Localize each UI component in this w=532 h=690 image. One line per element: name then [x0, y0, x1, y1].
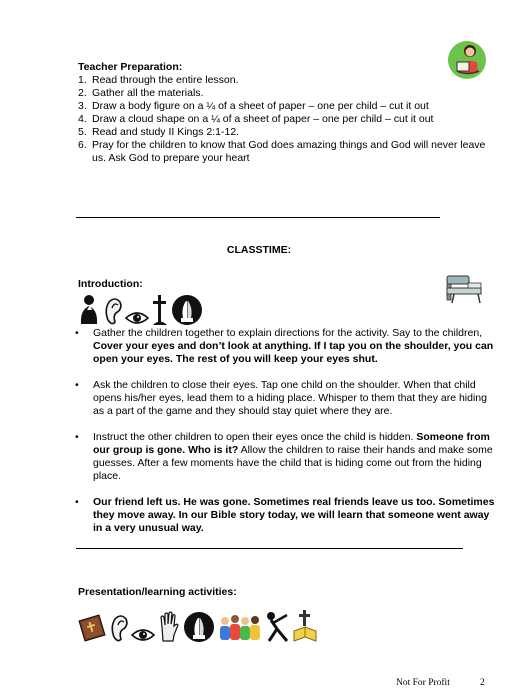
list-item: 4. Draw a cloud shape on a ¼ of a sheet of paper – one per child – cut it out [78, 113, 434, 125]
list-item: • Our friend left us. He was gone. Sometimes real friends leave us too. Sometimes they move away. In our Bible story today, we will learn that someone went away in a very unusual way. [75, 496, 495, 534]
bible-icon [77, 613, 107, 643]
introduction-heading: Introduction: [78, 278, 143, 290]
praying-person-icon [77, 294, 101, 326]
list-item: 2. Gather all the materials. [78, 87, 204, 99]
presentation-icon-row [77, 603, 319, 643]
list-item: 1. Read through the entire lesson. [78, 74, 239, 86]
footer-text: Not For Profit [396, 678, 450, 688]
divider [76, 548, 463, 549]
presentation-heading: Presentation/learning activities: [78, 586, 237, 598]
bible-cross-icon [293, 609, 317, 643]
cross-icon [151, 294, 169, 326]
list-item: • Ask the children to close their eyes. Tap one child on the shoulder. When that child opens his/her eyes, lead them to a hiding place. Whisper to them that they are hiding as a part of the game and they should stay quiet where they are. [75, 379, 487, 417]
eye-icon [125, 310, 149, 326]
classroom-chair-icon [444, 274, 486, 304]
children-group-icon [217, 613, 261, 643]
introduction-icon-row [77, 292, 205, 326]
list-item: 5. Read and study II Kings 2:1-12. [78, 126, 240, 138]
divider [76, 217, 440, 218]
list-item: 3. Draw a body figure on a ¼ of a sheet of paper – one per child – cut it out [78, 100, 429, 112]
ear-icon [103, 296, 123, 326]
ear-icon [109, 613, 129, 643]
eye-icon [131, 627, 155, 643]
classtime-title: CLASSTIME: [226, 244, 292, 256]
praying-hands-icon [183, 611, 215, 643]
list-item: 6. Pray for the children to know that God does amazing things and God will never leave us. Ask God to prepare your heart [78, 139, 486, 164]
teacher-prep-list [78, 74, 498, 165]
list-item: • Gather the children together to explain directions for the activity. Say to the children, Cover your eyes and don’t look at anything. If I tap you on the shoulder, you can open your eyes. The rest of you will keep your eyes shut. [75, 327, 494, 365]
praying-hands-icon [171, 294, 203, 326]
page-number: 2 [480, 678, 485, 688]
introduction-bullet-list [75, 327, 495, 548]
hand-icon [157, 611, 181, 643]
teacher-prep-heading: Teacher Preparation: [78, 61, 183, 73]
stretching-person-icon [263, 611, 291, 643]
list-item: • Instruct the other children to open their eyes once the child is hidden. Someone from our group is gone. Who is it? Allow the children to raise their hands and make some guesses. After a few moments have the child that is hiding come out from the hiding place. [75, 431, 493, 482]
